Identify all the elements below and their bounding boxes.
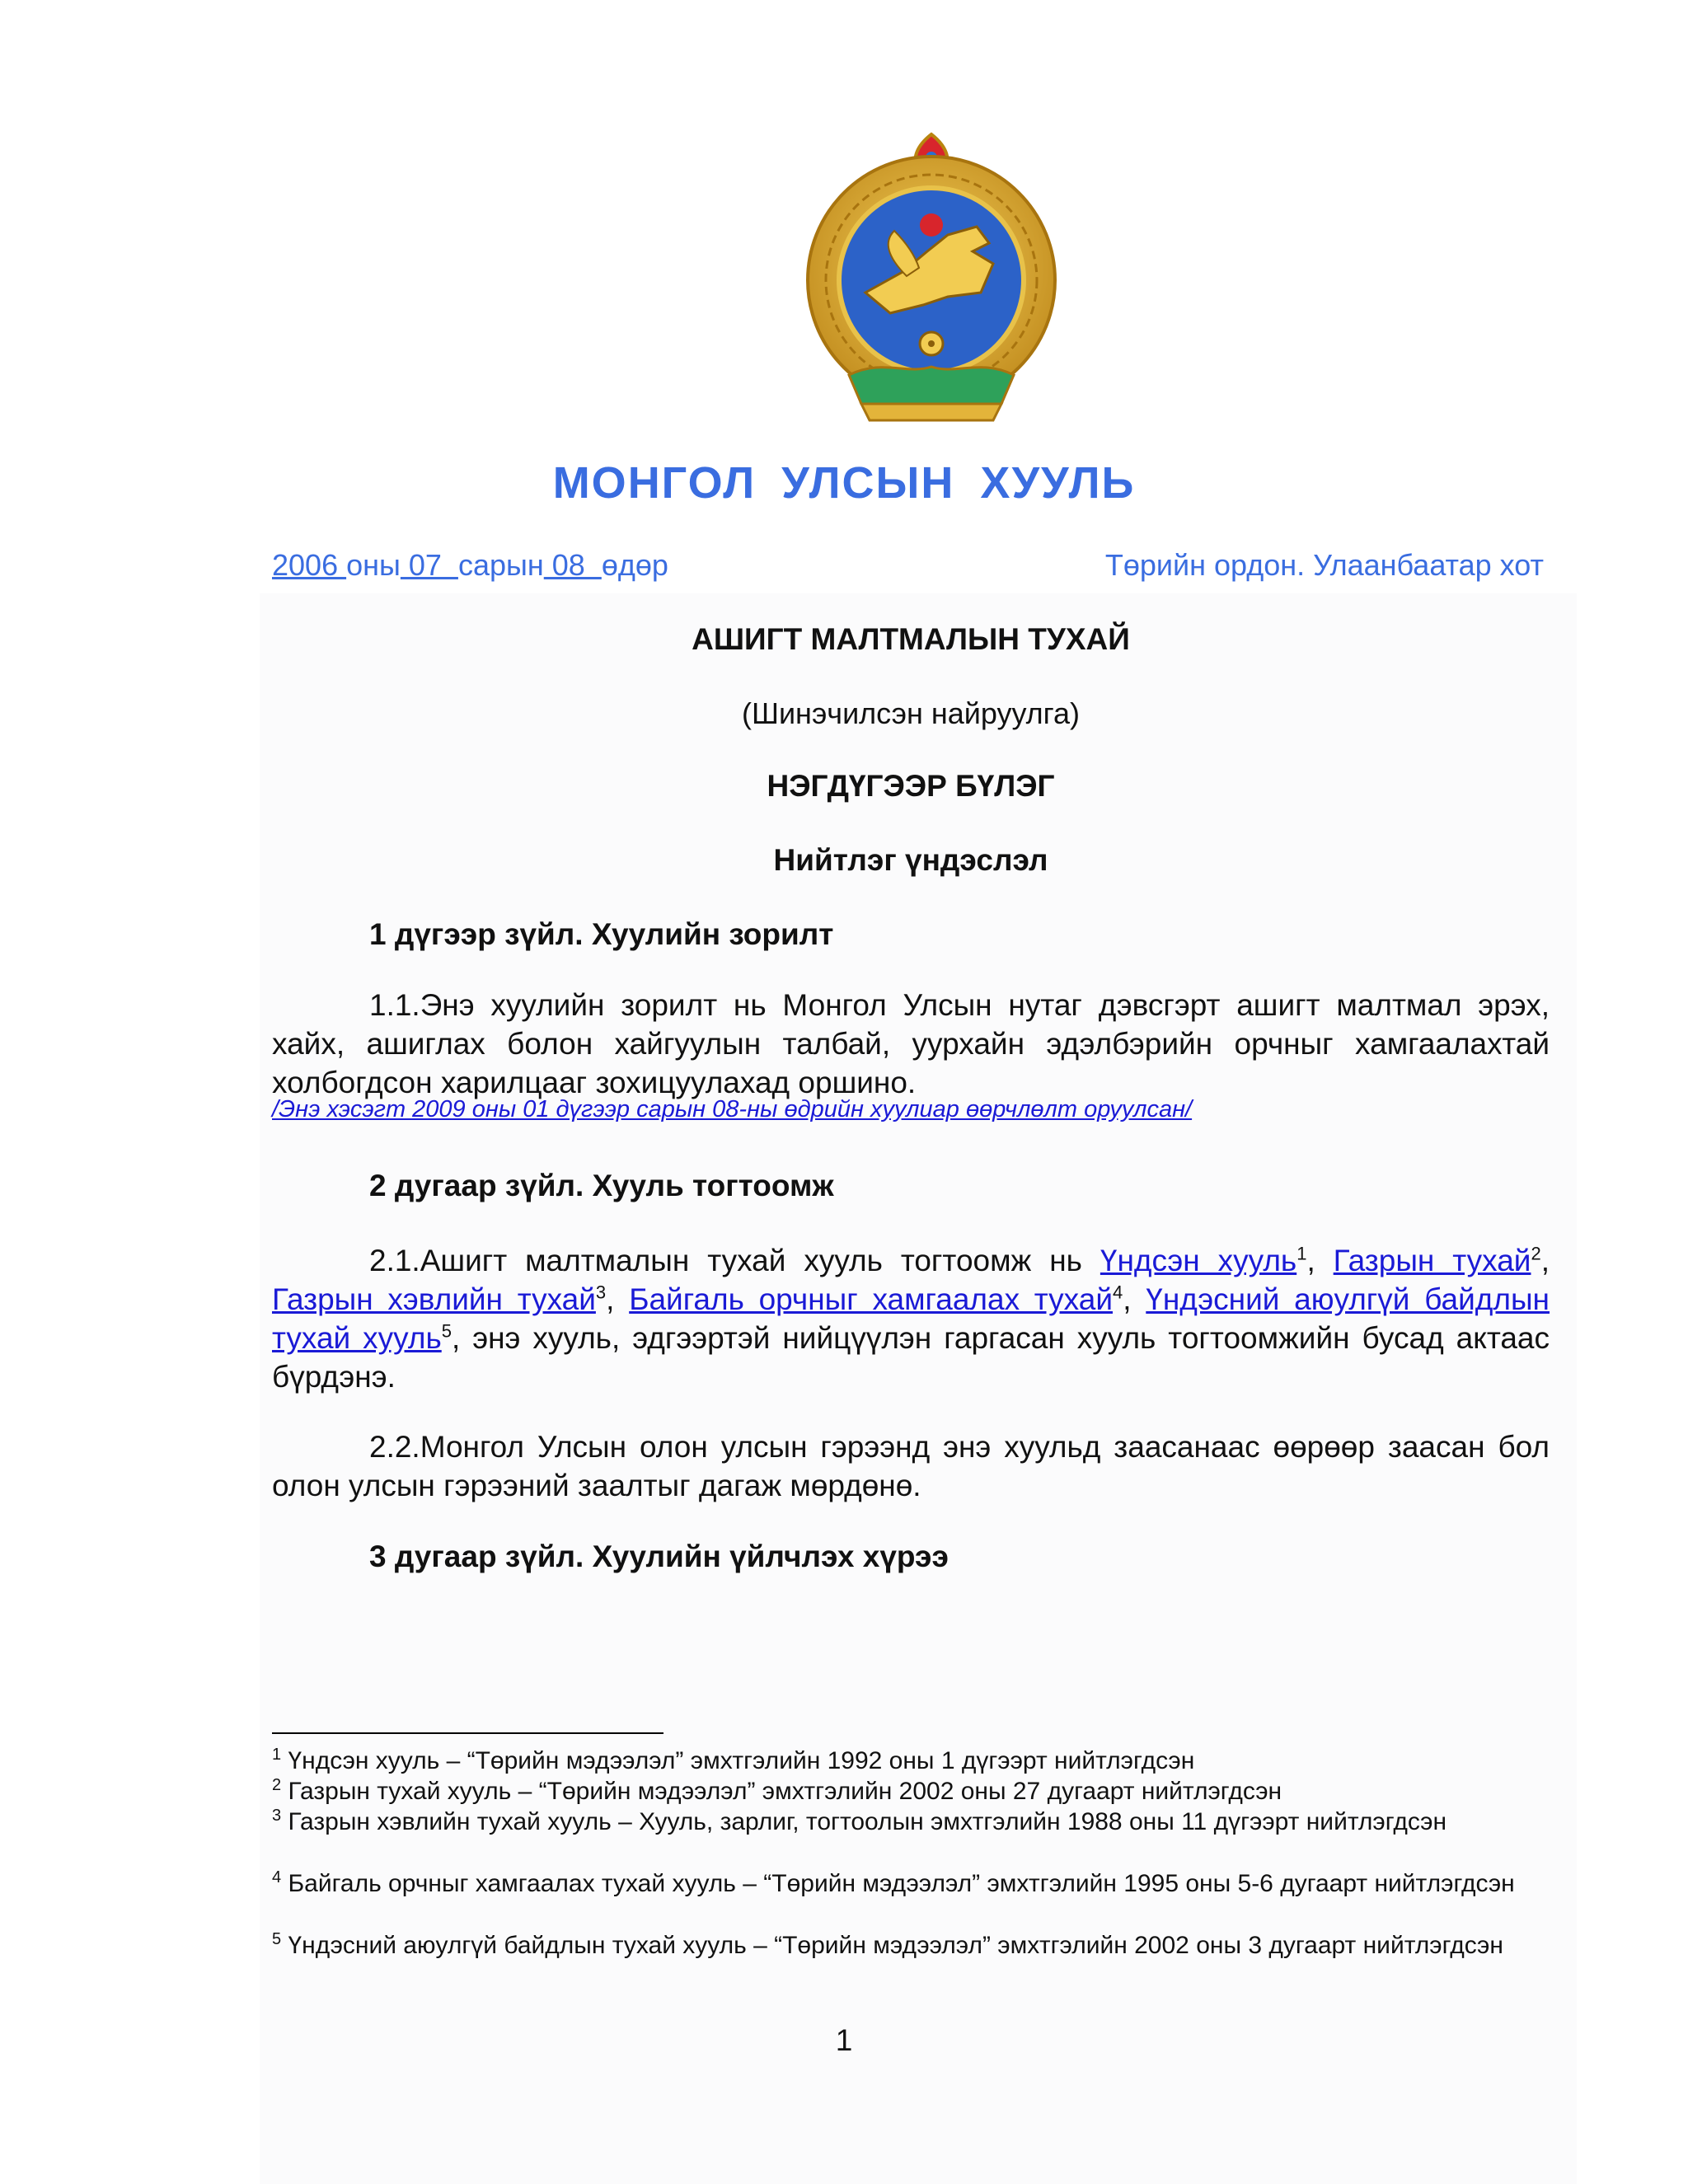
link-environment-law[interactable]: Байгаль орчныг хамгаалах тухай bbox=[629, 1282, 1113, 1316]
link-constitution[interactable]: Үндсэн хууль bbox=[1100, 1244, 1297, 1277]
footnote-text: Газрын хэвлийн тухай хууль – Хууль, зарлиг, тогтоолын эмхтгэлийн 1988 оны 11 дүгээрт нийтлэгдсэн bbox=[288, 1808, 1447, 1835]
edition-note: (Шинэчилсэн найруулга) bbox=[741, 696, 1081, 730]
footnote-text: Байгаль орчныг хамгаалах тухай хууль – “Төрийн мэдээлэл” эмхтгэлийн 1995 оны 5-6 дугаарт нийтлэгдсэн bbox=[288, 1870, 1515, 1897]
footnote-text: Үндэсний аюулгүй байдлын тухай хууль – “Төрийн мэдээлэл” эмхтгэлийн 2002 оны 3 дугаарт нийтлэгдсэн bbox=[288, 1932, 1503, 1959]
footnote-mark: 3 bbox=[595, 1282, 607, 1303]
law-title: АШИГТ МАЛТМАЛЫН ТУХАЙ bbox=[692, 622, 1130, 656]
footnote-mark: 2 bbox=[1531, 1243, 1541, 1264]
footnote-2 bbox=[272, 1776, 1550, 1807]
link-land-law[interactable]: Газрын тухай bbox=[1333, 1244, 1531, 1277]
date-day: 08 bbox=[543, 548, 602, 582]
footnote-number: 5 bbox=[272, 1930, 282, 1948]
paragraph-text: 2.1.Ашигт малтмалын тухай хууль тогтоомж нь bbox=[369, 1244, 1100, 1277]
article-2-heading: 2 дугаар зүйл. Хууль тогтоомж bbox=[369, 1169, 834, 1202]
footnote-4 bbox=[272, 1868, 1550, 1899]
amendment-note[interactable]: /Энэ хэсэгт 2009 оны 01 дүгээр сарын 08-ны өдрийн хуулиар өөрчлөлт оруулсан/ bbox=[272, 1096, 1193, 1122]
footnote-number: 3 bbox=[272, 1807, 282, 1825]
link-national-security-law[interactable]: Үндэсний аюулгүй байдлын тухай хууль bbox=[272, 1282, 1550, 1355]
footnote-mark: 5 bbox=[441, 1320, 452, 1342]
date-line bbox=[272, 548, 668, 583]
date-month-word: сарын bbox=[457, 548, 544, 582]
footnote-number: 2 bbox=[272, 1776, 282, 1794]
state-emblem-icon bbox=[783, 128, 1080, 429]
footnote-number: 4 bbox=[272, 1868, 282, 1886]
footnote-1 bbox=[272, 1746, 1550, 1776]
chapter-heading: НЭГДҮГЭЭР БҮЛЭГ bbox=[767, 769, 1055, 803]
footnote-number: 1 bbox=[272, 1746, 282, 1764]
date-day-word: өдөр bbox=[601, 548, 668, 582]
footnote-mark: 1 bbox=[1296, 1243, 1307, 1264]
article-2-paragraph-2: 2.2.Монгол Улсын олон улсын гэрээнд энэ хуульд заасанаас өөрөөр заасан бол олон улсын гэрээний заалтыг дагаж мөрдөнө. bbox=[272, 1430, 1550, 1502]
article-2-paragraph-1: 2.1.Ашигт малтмалын тухай хууль тогтоомж нь Үндсэн хууль$^1$, Газрын тухай$^2$, Газрын хэвлийн тухай$^3$, Байгаль орчныг хамгаалах тухай$^4$, Үндэсний аюулгүй байдлын тухай хууль$^5$, энэ хууль, эдгээртэй нийцүүлэн гаргасан хууль тогтоомжийн бусад актаас бүрдэнэ. bbox=[272, 1243, 1550, 1394]
date-year: 2006 bbox=[272, 548, 347, 582]
place-line: Төрийн ордон. Улаанбаатар хот bbox=[1104, 548, 1544, 582]
page-number: 1 bbox=[835, 2023, 853, 2057]
article-1-paragraph: 1.1.Энэ хуулийн зорилт нь Монгол Улсын нутаг дэвсгэрт ашигт малтмал эрэх, хайх, ашиглах болон хайгуулын талбай, уурхайн эдэлбэрийн орчныг хамгаалахтай холбогдсон харилцааг зохицуулахад оршино. bbox=[272, 988, 1550, 1099]
date-month: 07 bbox=[400, 548, 458, 582]
footnote-3 bbox=[272, 1807, 1550, 1837]
footnote-text: Газрын тухай хууль – “Төрийн мэдээлэл” эмхтгэлийн 2002 оны 27 дугаарт нийтлэгдсэн bbox=[288, 1778, 1282, 1805]
section-heading: Нийтлэг үндэслэл bbox=[773, 843, 1048, 877]
article-1-heading: 1 дүгээр зүйл. Хуулийн зорилт bbox=[369, 917, 834, 951]
footnote-5 bbox=[272, 1930, 1550, 1961]
document-title: МОНГОЛ УЛСЫН ХУУЛЬ bbox=[552, 458, 1136, 508]
footnote-divider bbox=[272, 1732, 663, 1734]
link-subsoil-law[interactable]: Газрын хэвлийн тухай bbox=[272, 1282, 596, 1316]
article-3-heading: 3 дугаар зүйл. Хуулийн үйлчлэх хүрээ bbox=[369, 1540, 949, 1573]
date-year-word: оны bbox=[346, 548, 401, 582]
footnote-text: Үндсэн хууль – “Төрийн мэдээлэл” эмхтгэлийн 1992 оны 1 дүгээрт нийтлэгдсэн bbox=[288, 1747, 1195, 1774]
paragraph-text: , энэ хууль, эдгээртэй нийцүүлэн гаргасан хууль тогтоомжийн бусад актаас бүрдэнэ. bbox=[272, 1321, 1550, 1394]
footnote-mark: 4 bbox=[1113, 1282, 1123, 1303]
